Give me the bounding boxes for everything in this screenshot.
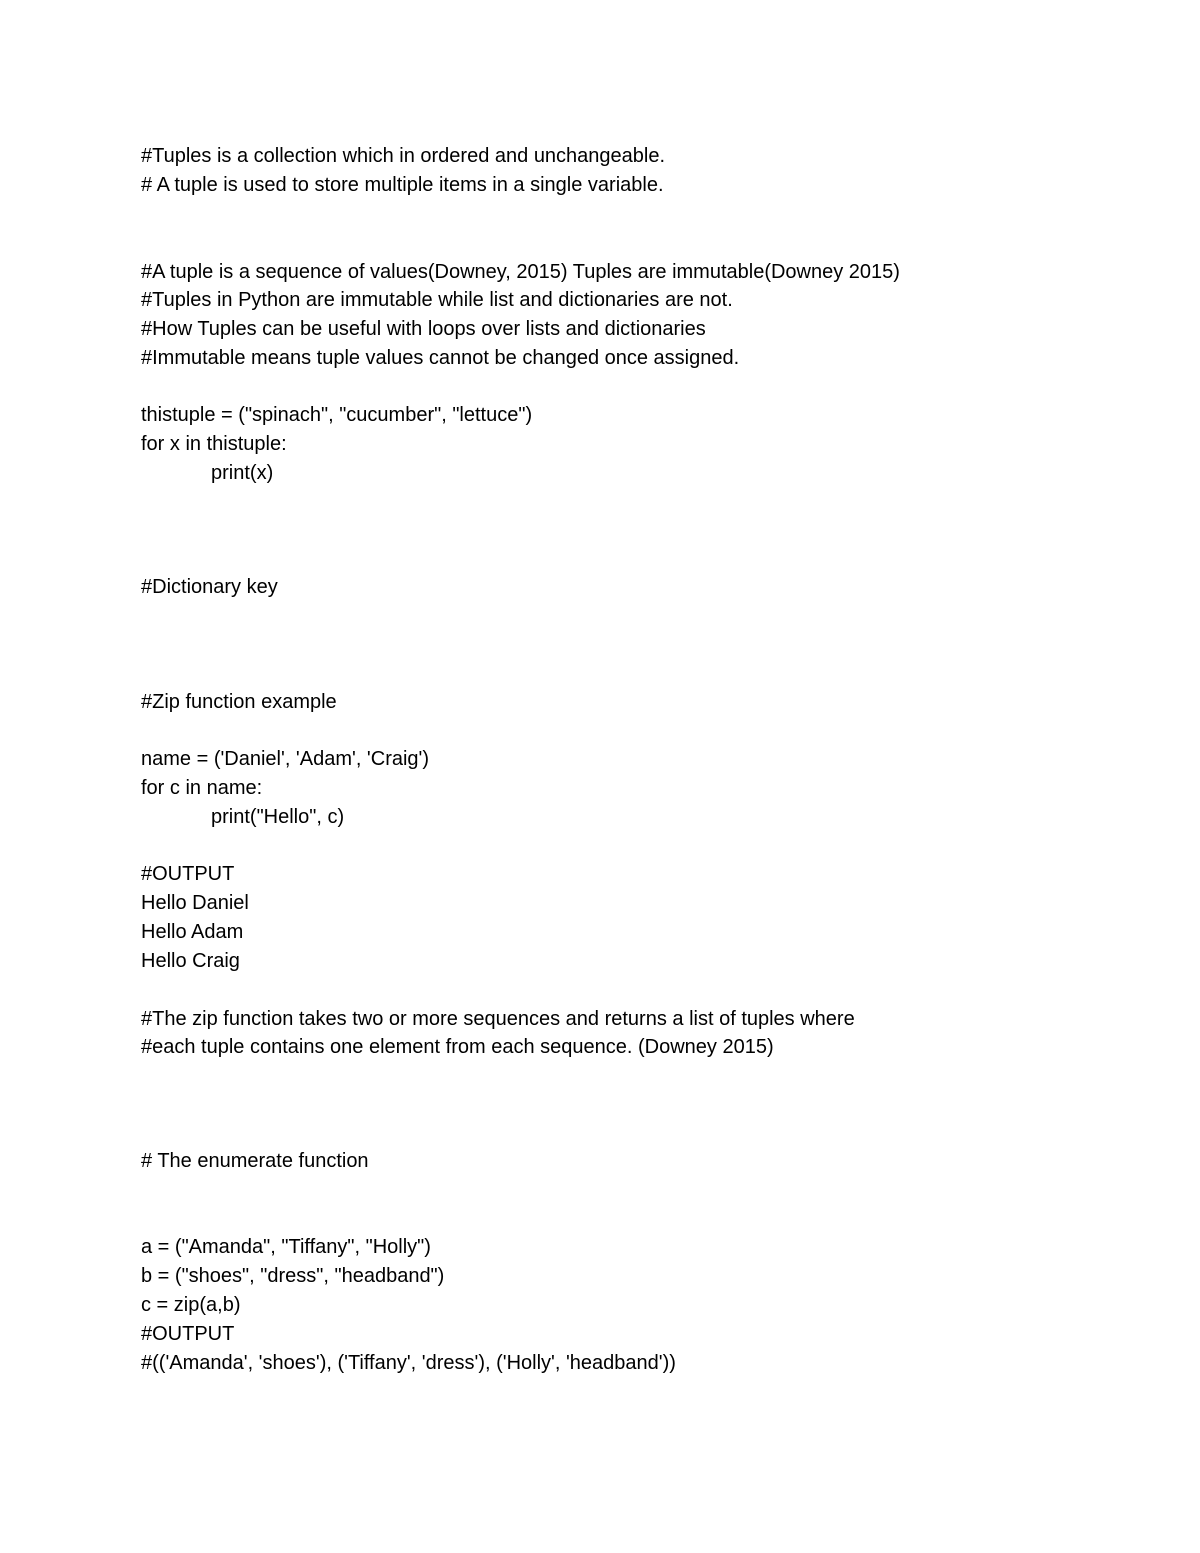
text-line: #OUTPUT — [141, 863, 235, 885]
output-line: Hello Adam — [141, 921, 244, 943]
text-line: # The enumerate function — [141, 1150, 369, 1172]
code-line: for x in thistuple: — [141, 433, 287, 455]
code-line: c = zip(a,b) — [141, 1294, 241, 1316]
text-line: #Tuples in Python are immutable while list and dictionaries are not. — [141, 289, 733, 311]
text-line: #How Tuples can be useful with loops over lists and dictionaries — [141, 318, 706, 340]
output-line: #(('Amanda', 'shoes'), ('Tiffany', 'dress'), ('Holly', 'headband')) — [141, 1352, 676, 1374]
code-line: a = ("Amanda", "Tiffany", "Holly") — [141, 1236, 431, 1258]
output-line: Hello Craig — [141, 950, 240, 972]
text-line: #Dictionary key — [141, 576, 278, 598]
text-line: #each tuple contains one element from each sequence. (Downey 2015) — [141, 1036, 774, 1058]
text-line: #A tuple is a sequence of values(Downey, 2015) Tuples are immutable(Downey 2015) — [141, 261, 900, 283]
code-line-indented: print(x) — [211, 462, 274, 484]
text-line: # A tuple is used to store multiple items in a single variable. — [141, 174, 664, 196]
text-line: #Tuples is a collection which in ordered and unchangeable. — [141, 145, 666, 167]
text-line: #Immutable means tuple values cannot be changed once assigned. — [141, 347, 740, 369]
code-line: for c in name: — [141, 777, 263, 799]
code-line-indented: print("Hello", c) — [211, 806, 345, 828]
text-line: #Zip function example — [141, 691, 337, 713]
text-line: #OUTPUT — [141, 1323, 235, 1345]
output-line: Hello Daniel — [141, 892, 249, 914]
code-line: b = ("shoes", "dress", "headband") — [141, 1265, 445, 1287]
code-line: thistuple = ("spinach", "cucumber", "lettuce") — [141, 404, 533, 426]
code-line: name = ('Daniel', 'Adam', 'Craig') — [141, 748, 430, 770]
text-line: #The zip function takes two or more sequences and returns a list of tuples where — [141, 1008, 855, 1030]
